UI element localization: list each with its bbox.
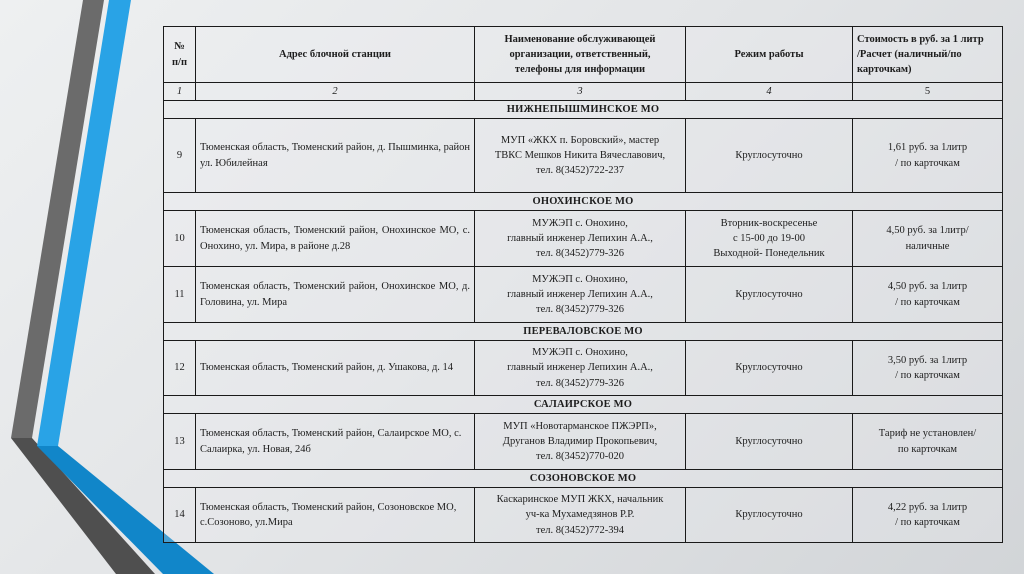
table-header-row bbox=[164, 27, 1003, 83]
header-organization: Наименование обслуживающей организации, ответственный, телефоны для информации bbox=[475, 27, 686, 83]
row-schedule: Круглосуточно bbox=[686, 267, 853, 323]
header-price: Стоимость в руб. за 1 литр /Расчет (наличный/по карточкам) bbox=[853, 27, 1003, 83]
row-schedule: Круглосуточно bbox=[686, 414, 853, 470]
column-number: 2 bbox=[196, 83, 475, 101]
column-number: 5 bbox=[853, 83, 1003, 101]
row-price: 3,50 руб. за 1литр / по карточкам bbox=[853, 341, 1003, 396]
row-number: 12 bbox=[164, 341, 196, 396]
table-row bbox=[164, 119, 1003, 193]
row-schedule: Круглосуточно bbox=[686, 341, 853, 396]
row-number: 13 bbox=[164, 414, 196, 470]
row-address: Тюменская область, Тюменский район, д. Ушакова, д. 14 bbox=[196, 341, 475, 396]
row-price: 4,50 руб. за 1литр/ наличные bbox=[853, 211, 1003, 267]
table-row bbox=[164, 211, 1003, 267]
row-organization: МУЖЭП с. Онохино, главный инженер Лепихин А.А., тел. 8(3452)779-326 bbox=[475, 267, 686, 323]
row-organization: Каскаринское МУП ЖКХ, начальник уч-ка Мухамедзянов Р.Р. тел. 8(3452)772-394 bbox=[475, 488, 686, 543]
row-address: Тюменская область, Тюменский район, Онохинское МО, с. Онохино, ул. Мира, в районе д.28 bbox=[196, 211, 475, 267]
row-number: 10 bbox=[164, 211, 196, 267]
row-schedule: Вторник-воскресенье с 15-00 до 19-00 Выходной- Понедельник bbox=[686, 211, 853, 267]
section-title: ПЕРЕВАЛОВСКОЕ МО bbox=[164, 323, 1003, 341]
section-row bbox=[164, 396, 1003, 414]
row-organization: МУП «Новотарманское ПЖЭРП», Друганов Владимир Прокопьевич, тел. 8(3452)770-020 bbox=[475, 414, 686, 470]
row-address: Тюменская область, Тюменский район, Салаирское МО, с. Салаирка, ул. Новая, 24б bbox=[196, 414, 475, 470]
row-price: 4,50 руб. за 1литр / по карточкам bbox=[853, 267, 1003, 323]
column-number: 4 bbox=[686, 83, 853, 101]
row-address: Тюменская область, Тюменский район, Онохинское МО, д. Головина, ул. Мира bbox=[196, 267, 475, 323]
table-row bbox=[164, 267, 1003, 323]
row-price: Тариф не установлен/ по карточкам bbox=[853, 414, 1003, 470]
section-title: СОЗОНОВСКОЕ МО bbox=[164, 470, 1003, 488]
row-schedule: Круглосуточно bbox=[686, 119, 853, 193]
table-row bbox=[164, 488, 1003, 543]
section-row bbox=[164, 470, 1003, 488]
row-price: 4,22 руб. за 1литр / по карточкам bbox=[853, 488, 1003, 543]
row-number: 9 bbox=[164, 119, 196, 193]
section-row bbox=[164, 101, 1003, 119]
column-number: 1 bbox=[164, 83, 196, 101]
section-row bbox=[164, 323, 1003, 341]
row-organization: МУЖЭП с. Онохино, главный инженер Лепихин А.А., тел. 8(3452)779-326 bbox=[475, 341, 686, 396]
section-title: САЛАИРСКОЕ МО bbox=[164, 396, 1003, 414]
section-row bbox=[164, 193, 1003, 211]
header-schedule: Режим работы bbox=[686, 27, 853, 83]
column-number: 3 bbox=[475, 83, 686, 101]
row-organization: МУЖЭП с. Онохино, главный инженер Лепихин А.А., тел. 8(3452)779-326 bbox=[475, 211, 686, 267]
section-title: ОНОХИНСКОЕ МО bbox=[164, 193, 1003, 211]
row-price: 1,61 руб. за 1литр / по карточкам bbox=[853, 119, 1003, 193]
header-number: № п/п bbox=[164, 27, 196, 83]
header-address: Адрес блочной станции bbox=[196, 27, 475, 83]
column-numbers-row bbox=[164, 83, 1003, 101]
row-number: 11 bbox=[164, 267, 196, 323]
table-row bbox=[164, 414, 1003, 470]
filling-stations-table bbox=[163, 26, 1003, 543]
row-number: 14 bbox=[164, 488, 196, 543]
row-schedule: Круглосуточно bbox=[686, 488, 853, 543]
gray-stripe-lower bbox=[11, 438, 155, 574]
row-address: Тюменская область, Тюменский район, д. Пышминка, район ул. Юбилейная bbox=[196, 119, 475, 193]
table-row bbox=[164, 341, 1003, 396]
section-title: НИЖНЕПЫШМИНСКОЕ МО bbox=[164, 101, 1003, 119]
row-address: Тюменская область, Тюменский район, Созоновское МО, с.Созоново, ул.Мира bbox=[196, 488, 475, 543]
row-organization: МУП «ЖКХ п. Боровский», мастер ТВКС Мешков Никита Вячеславович, тел. 8(3452)722-237 bbox=[475, 119, 686, 193]
